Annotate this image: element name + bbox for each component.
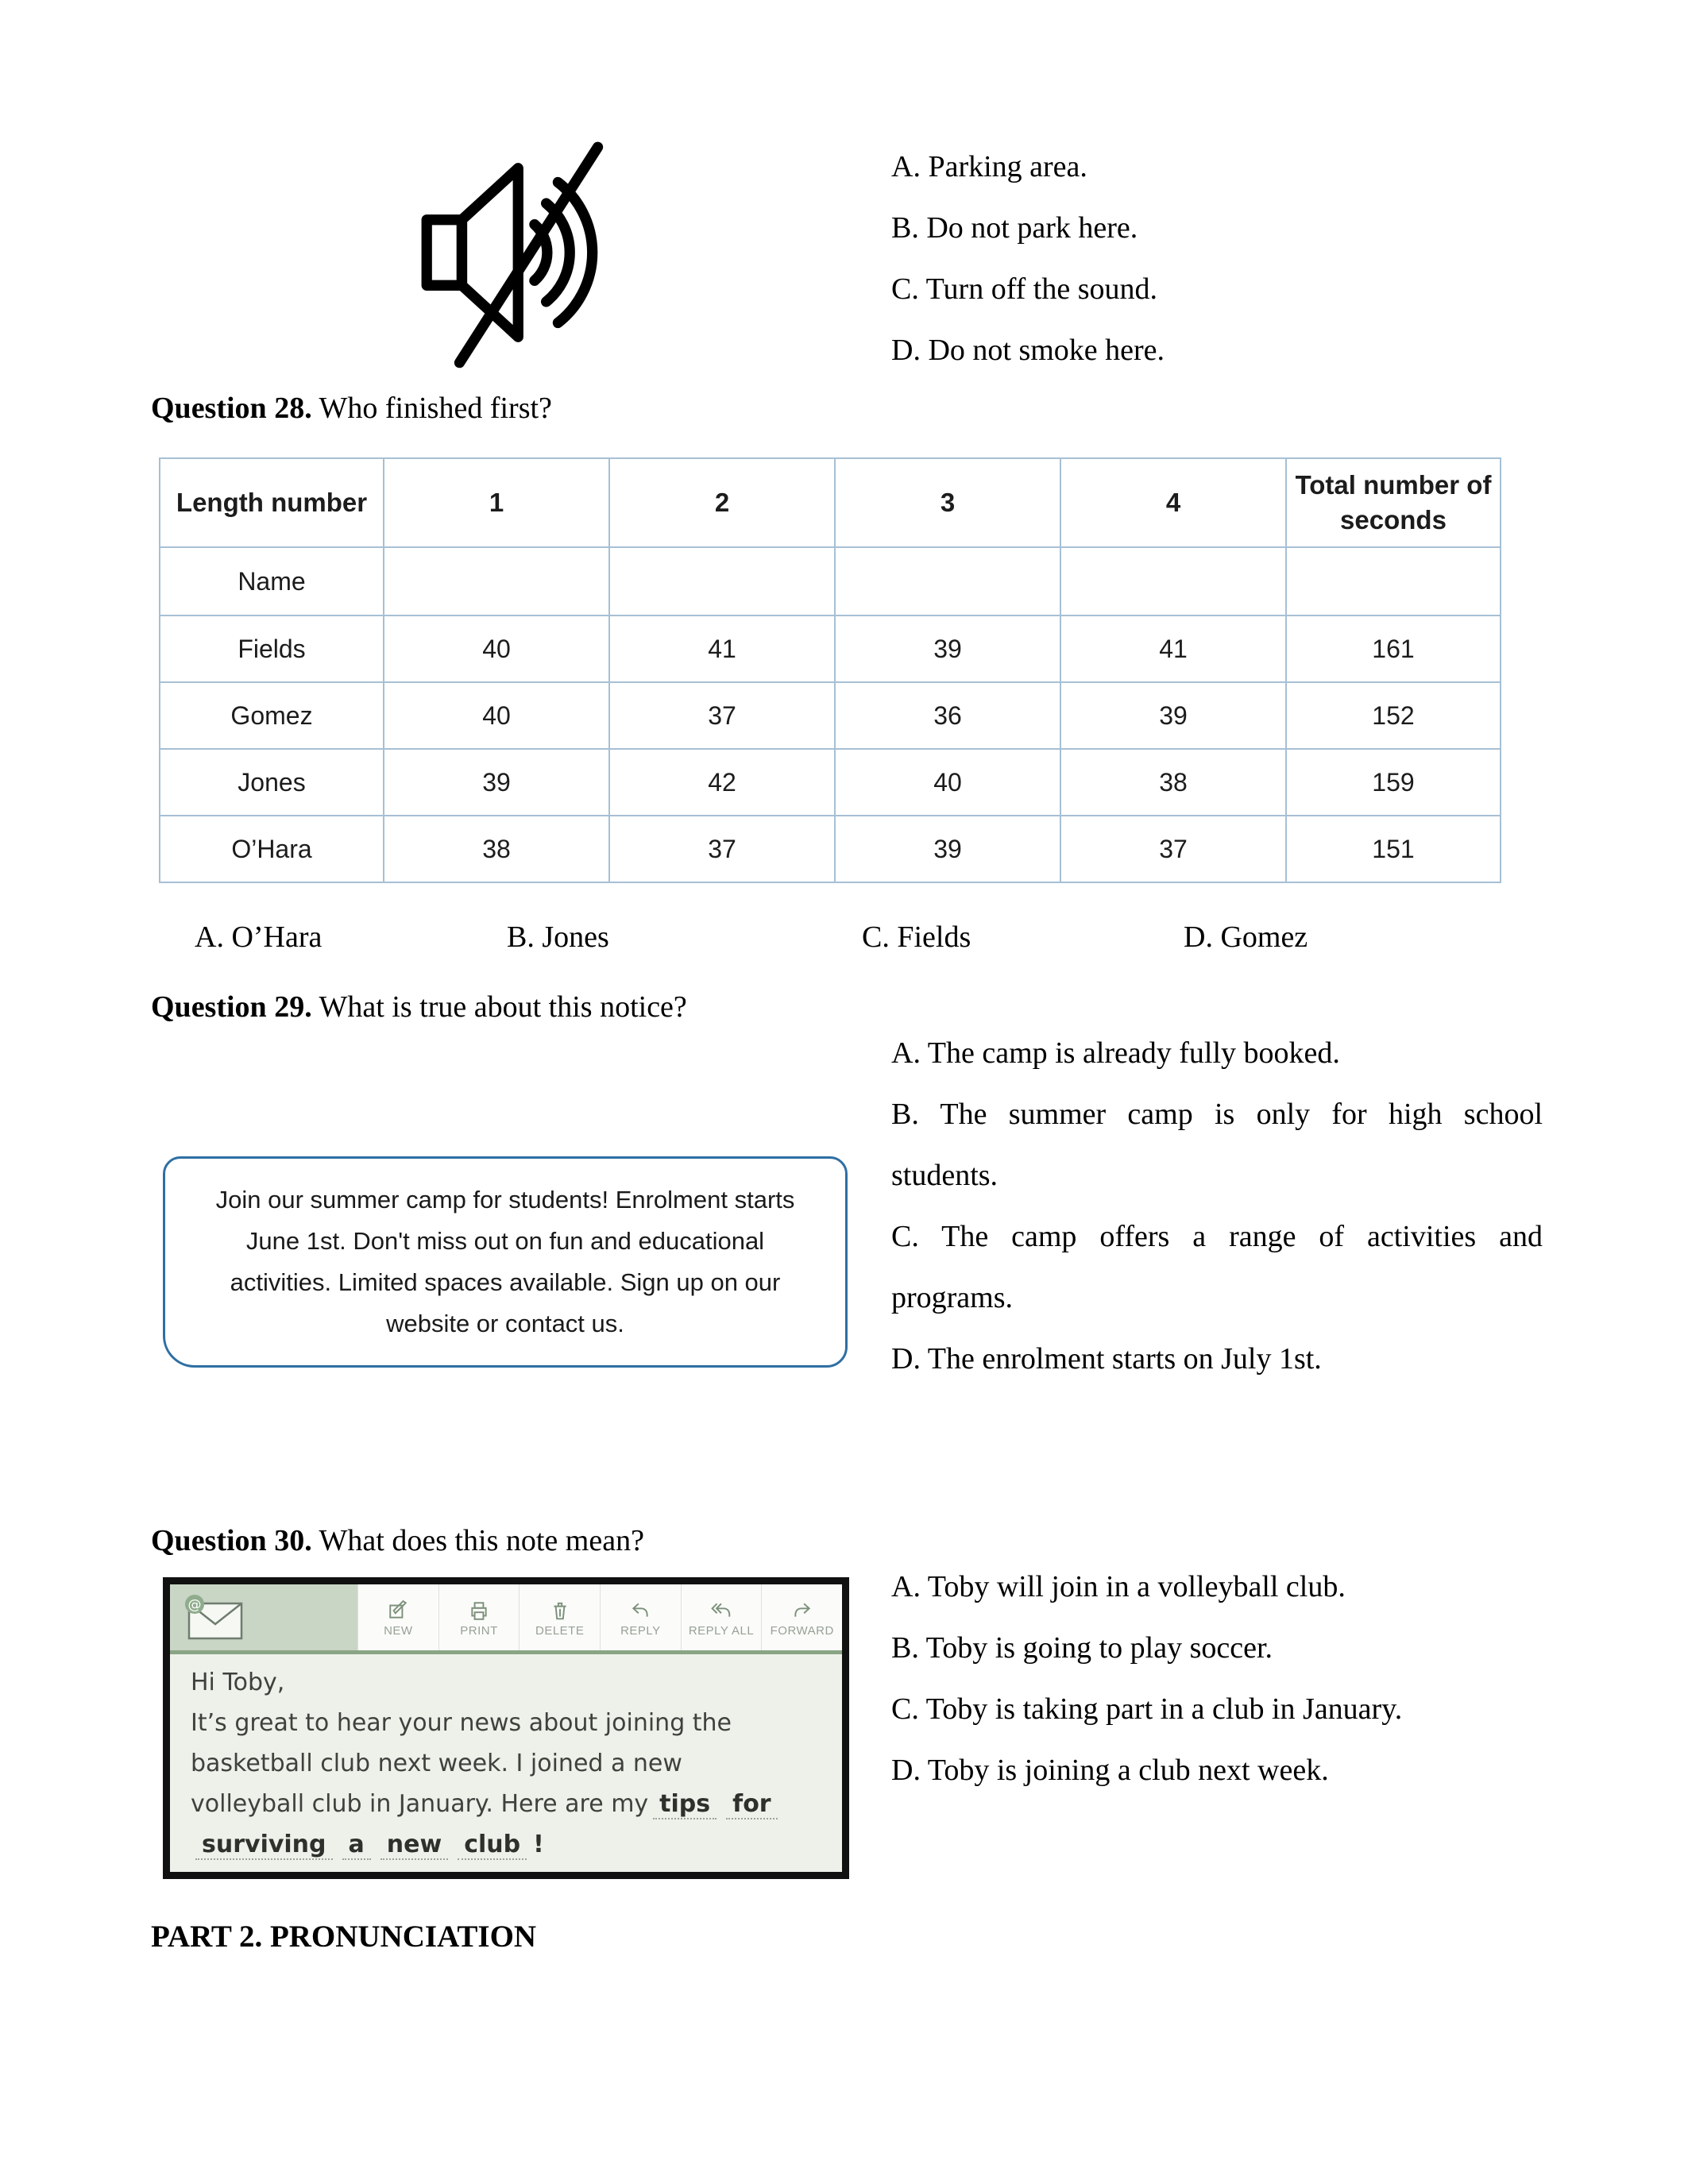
table-row-jones [160, 749, 1501, 816]
part-2-title: PART 2. PRONUNCIATION [151, 1920, 537, 1954]
option-b: B. Toby is going to play soccer. [891, 1631, 1273, 1665]
toolbar-label: DELETE [535, 1624, 585, 1638]
table-cell: Fields [160, 615, 384, 682]
email-line: basketball club next week. I joined a new [191, 1750, 682, 1777]
table-cell [835, 547, 1060, 615]
question-28-options [151, 920, 1549, 970]
svg-text:@: @ [187, 1597, 202, 1613]
header-3: 3 [835, 458, 1060, 547]
question-30-heading [151, 1523, 644, 1558]
table-cell: 39 [384, 749, 609, 816]
email-line: It’s great to hear your news about joining the [191, 1709, 732, 1737]
option-a: A. O’Hara [195, 920, 323, 954]
summer-camp-notice [163, 1156, 848, 1368]
question-28-heading [151, 391, 552, 426]
forward-icon [792, 1600, 813, 1621]
option-c: C. The camp offers a range of activities and programs. [891, 1220, 1543, 1314]
email-line [191, 1824, 821, 1865]
reply-icon [630, 1600, 651, 1621]
table-header-row [160, 458, 1501, 547]
table-row-name [160, 547, 1501, 615]
toolbar-label: NEW [384, 1624, 413, 1638]
reply-button [600, 1584, 681, 1650]
option-a: A. Parking area. [891, 150, 1087, 183]
option-d: D. Gomez [1184, 920, 1308, 954]
email-envelope-icon [183, 1594, 246, 1647]
reply-all-button [681, 1584, 762, 1650]
email-note [163, 1577, 849, 1879]
table-cell [1286, 547, 1501, 615]
header-1: 1 [384, 458, 609, 547]
results-table [159, 457, 1501, 883]
option-c: C. Toby is taking part in a club in January. [891, 1692, 1403, 1726]
email-line [191, 1784, 821, 1824]
reply-all-icon [711, 1600, 732, 1621]
table-cell: 159 [1286, 749, 1501, 816]
option-d: D. Do not smoke here. [891, 334, 1165, 367]
fill-word: surviving [195, 1831, 333, 1860]
option-c: C. Fields [862, 920, 971, 954]
header-2: 2 [609, 458, 835, 547]
question-30-label: Question 30. [151, 1524, 312, 1557]
question-29-options [891, 1023, 1543, 1390]
option-a: A. Toby will join in a volleyball club. [891, 1570, 1346, 1603]
email-line-text: volleyball club in January. Here are my [191, 1790, 649, 1818]
table-row-ohara [160, 816, 1501, 882]
table-cell: 39 [1060, 682, 1286, 749]
table-cell: 38 [1060, 749, 1286, 816]
header-4: 4 [1060, 458, 1286, 547]
print-button [438, 1584, 520, 1650]
question-30-text: What does this note mean? [319, 1524, 644, 1557]
table-cell: 41 [609, 615, 835, 682]
compose-icon [388, 1600, 408, 1621]
question-29-label: Question 29. [151, 990, 312, 1024]
header-length-number: Length number [160, 458, 384, 547]
table-cell: 42 [609, 749, 835, 816]
notice-text: Join our summer camp for students! Enrolment starts June 1st. Don't miss out on fun and educational activities. Limited spaces available. Sign up on our website or contact us. [215, 1186, 795, 1337]
table-cell: Jones [160, 749, 384, 816]
email-toolbar [357, 1584, 842, 1650]
table-cell: 37 [1060, 816, 1286, 882]
fill-word: a [342, 1831, 371, 1860]
table-row-gomez [160, 682, 1501, 749]
table-cell: 40 [835, 749, 1060, 816]
fill-word: club [458, 1831, 527, 1860]
header-total-seconds: Total number of seconds [1286, 458, 1501, 547]
table-cell: 161 [1286, 615, 1501, 682]
table-cell: 37 [609, 816, 835, 882]
option-c: C. Turn off the sound. [891, 272, 1158, 306]
table-cell: 152 [1286, 682, 1501, 749]
option-b: B. The summer camp is only for high school students. [891, 1098, 1543, 1192]
table-cell: 40 [384, 682, 609, 749]
toolbar-label: PRINT [460, 1624, 498, 1638]
question-28-text: Who finished first? [319, 392, 552, 425]
fill-word: tips [653, 1790, 717, 1819]
question-29-text: What is true about this notice? [319, 990, 687, 1024]
muted-speaker-svg [389, 133, 624, 372]
table-cell: 38 [384, 816, 609, 882]
table-cell: Gomez [160, 682, 384, 749]
question-30-options [891, 1557, 1543, 1801]
table-cell [1060, 547, 1286, 615]
option-a: A. The camp is already fully booked. [891, 1036, 1340, 1070]
delete-button [519, 1584, 600, 1650]
option-b: B. Do not park here. [891, 211, 1138, 245]
table-cell: 40 [384, 615, 609, 682]
email-body [170, 1654, 842, 1865]
table-row-fields [160, 615, 1501, 682]
option-b: B. Jones [507, 920, 609, 954]
toolbar-label: REPLY [620, 1624, 661, 1638]
table-cell: 39 [835, 816, 1060, 882]
question-29-heading [151, 990, 687, 1024]
new-button [357, 1584, 438, 1650]
table-cell: 151 [1286, 816, 1501, 882]
table-cell: 37 [609, 682, 835, 749]
table-cell: Name [160, 547, 384, 615]
table-cell [384, 547, 609, 615]
envelope-svg [183, 1594, 246, 1643]
table-cell: 39 [835, 615, 1060, 682]
toolbar-label: FORWARD [770, 1624, 834, 1638]
table-cell: O’Hara [160, 816, 384, 882]
table-cell: 41 [1060, 615, 1286, 682]
email-header [170, 1584, 842, 1654]
fill-word: for [726, 1790, 777, 1819]
table-cell [609, 547, 835, 615]
option-d: D. Toby is joining a club next week. [891, 1754, 1329, 1787]
option-d: D. The enrolment starts on July 1st. [891, 1342, 1322, 1376]
muted-speaker-icon [389, 133, 624, 376]
trash-icon [550, 1600, 570, 1621]
table-cell: 36 [835, 682, 1060, 749]
toolbar-label: REPLY ALL [688, 1624, 755, 1638]
printer-icon [469, 1600, 489, 1621]
question-28-label: Question 28. [151, 392, 312, 425]
forward-button [761, 1584, 842, 1650]
fill-word: ! [533, 1831, 544, 1858]
fill-word: new [380, 1831, 448, 1860]
email-greeting: Hi Toby, [191, 1669, 285, 1696]
question-27-options [891, 137, 1543, 381]
